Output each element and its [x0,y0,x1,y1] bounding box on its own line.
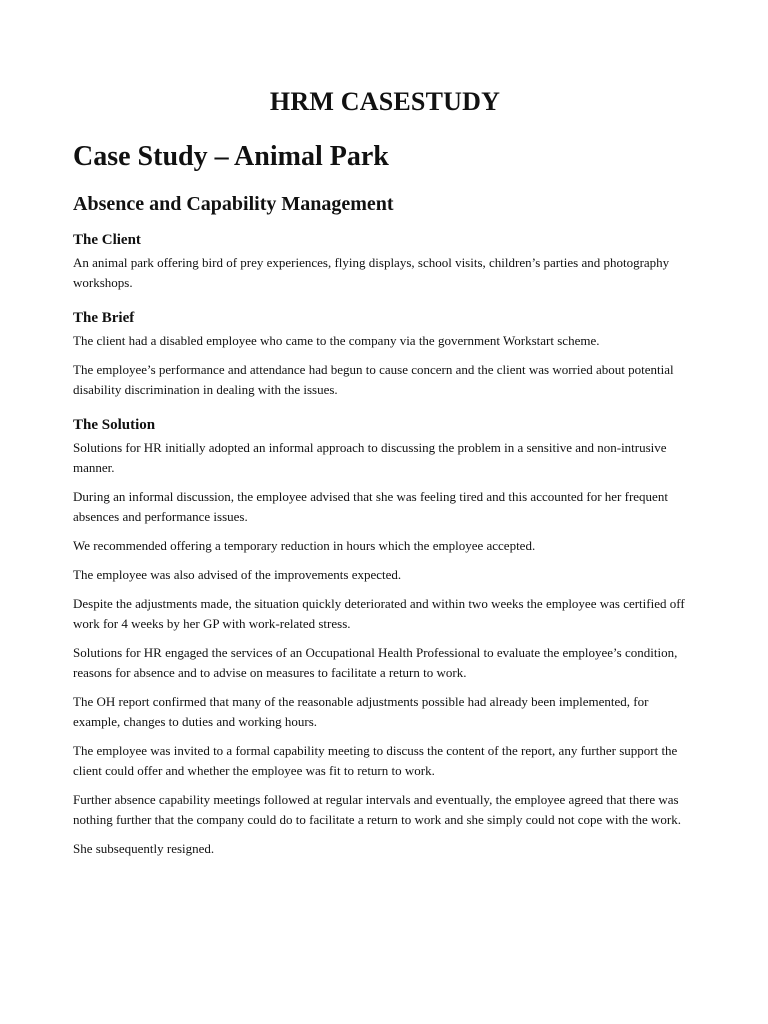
section-heading-brief: The Brief [73,310,135,326]
paragraph: The OH report confirmed that many of the reasonable adjustments possible had already been implemented, for example, changes to duties and working hours. [73,694,649,729]
paragraph: The employee’s performance and attendance had begun to cause concern and the client was worried about potential disability discrimination in dealing with the issues. [73,362,674,397]
case-study-subheading: Absence and Capability Management [73,193,394,215]
section-heading-client: The Client [73,232,141,248]
paragraph: The employee was invited to a formal capability meeting to discuss the content of the report, any further support the client could offer and whether the employee was fit to return to work. [73,743,678,778]
case-study-heading: Case Study – Animal Park [73,141,389,172]
document-page [73,86,697,873]
paragraph: We recommended offering a temporary reduction in hours which the employee accepted. [73,538,536,553]
paragraph: She subsequently resigned. [73,841,215,856]
section-brief [73,307,697,400]
paragraph: The employee was also advised of the improvements expected. [73,567,402,582]
paragraph: Solutions for HR engaged the services of an Occupational Health Professional to evaluate the employee’s condition, reasons for absence and to advise on measures to facilitate a return to work. [73,645,678,680]
section-heading-solution: The Solution [73,417,156,433]
section-solution [73,414,697,859]
paragraph: Solutions for HR initially adopted an informal approach to discussing the problem in a sensitive and non-intrusive manner. [73,440,667,475]
paragraph: An animal park offering bird of prey experiences, flying displays, school visits, children’s parties and photography workshops. [73,255,670,290]
document-title: HRM CASESTUDY [269,87,501,116]
section-client [73,229,697,293]
paragraph: The client had a disabled employee who came to the company via the government Workstart scheme. [73,333,600,348]
paragraph: Further absence capability meetings followed at regular intervals and eventually, the employee agreed that there was nothing further that the company could do to facilitate a return to work and she simply could not cope with the work. [73,792,681,827]
paragraph: During an informal discussion, the employee advised that she was feeling tired and this accounted for her frequent absences and performance issues. [73,489,668,524]
paragraph: Despite the adjustments made, the situation quickly deteriorated and within two weeks the employee was certified off work for 4 weeks by her GP with work-related stress. [73,596,685,631]
